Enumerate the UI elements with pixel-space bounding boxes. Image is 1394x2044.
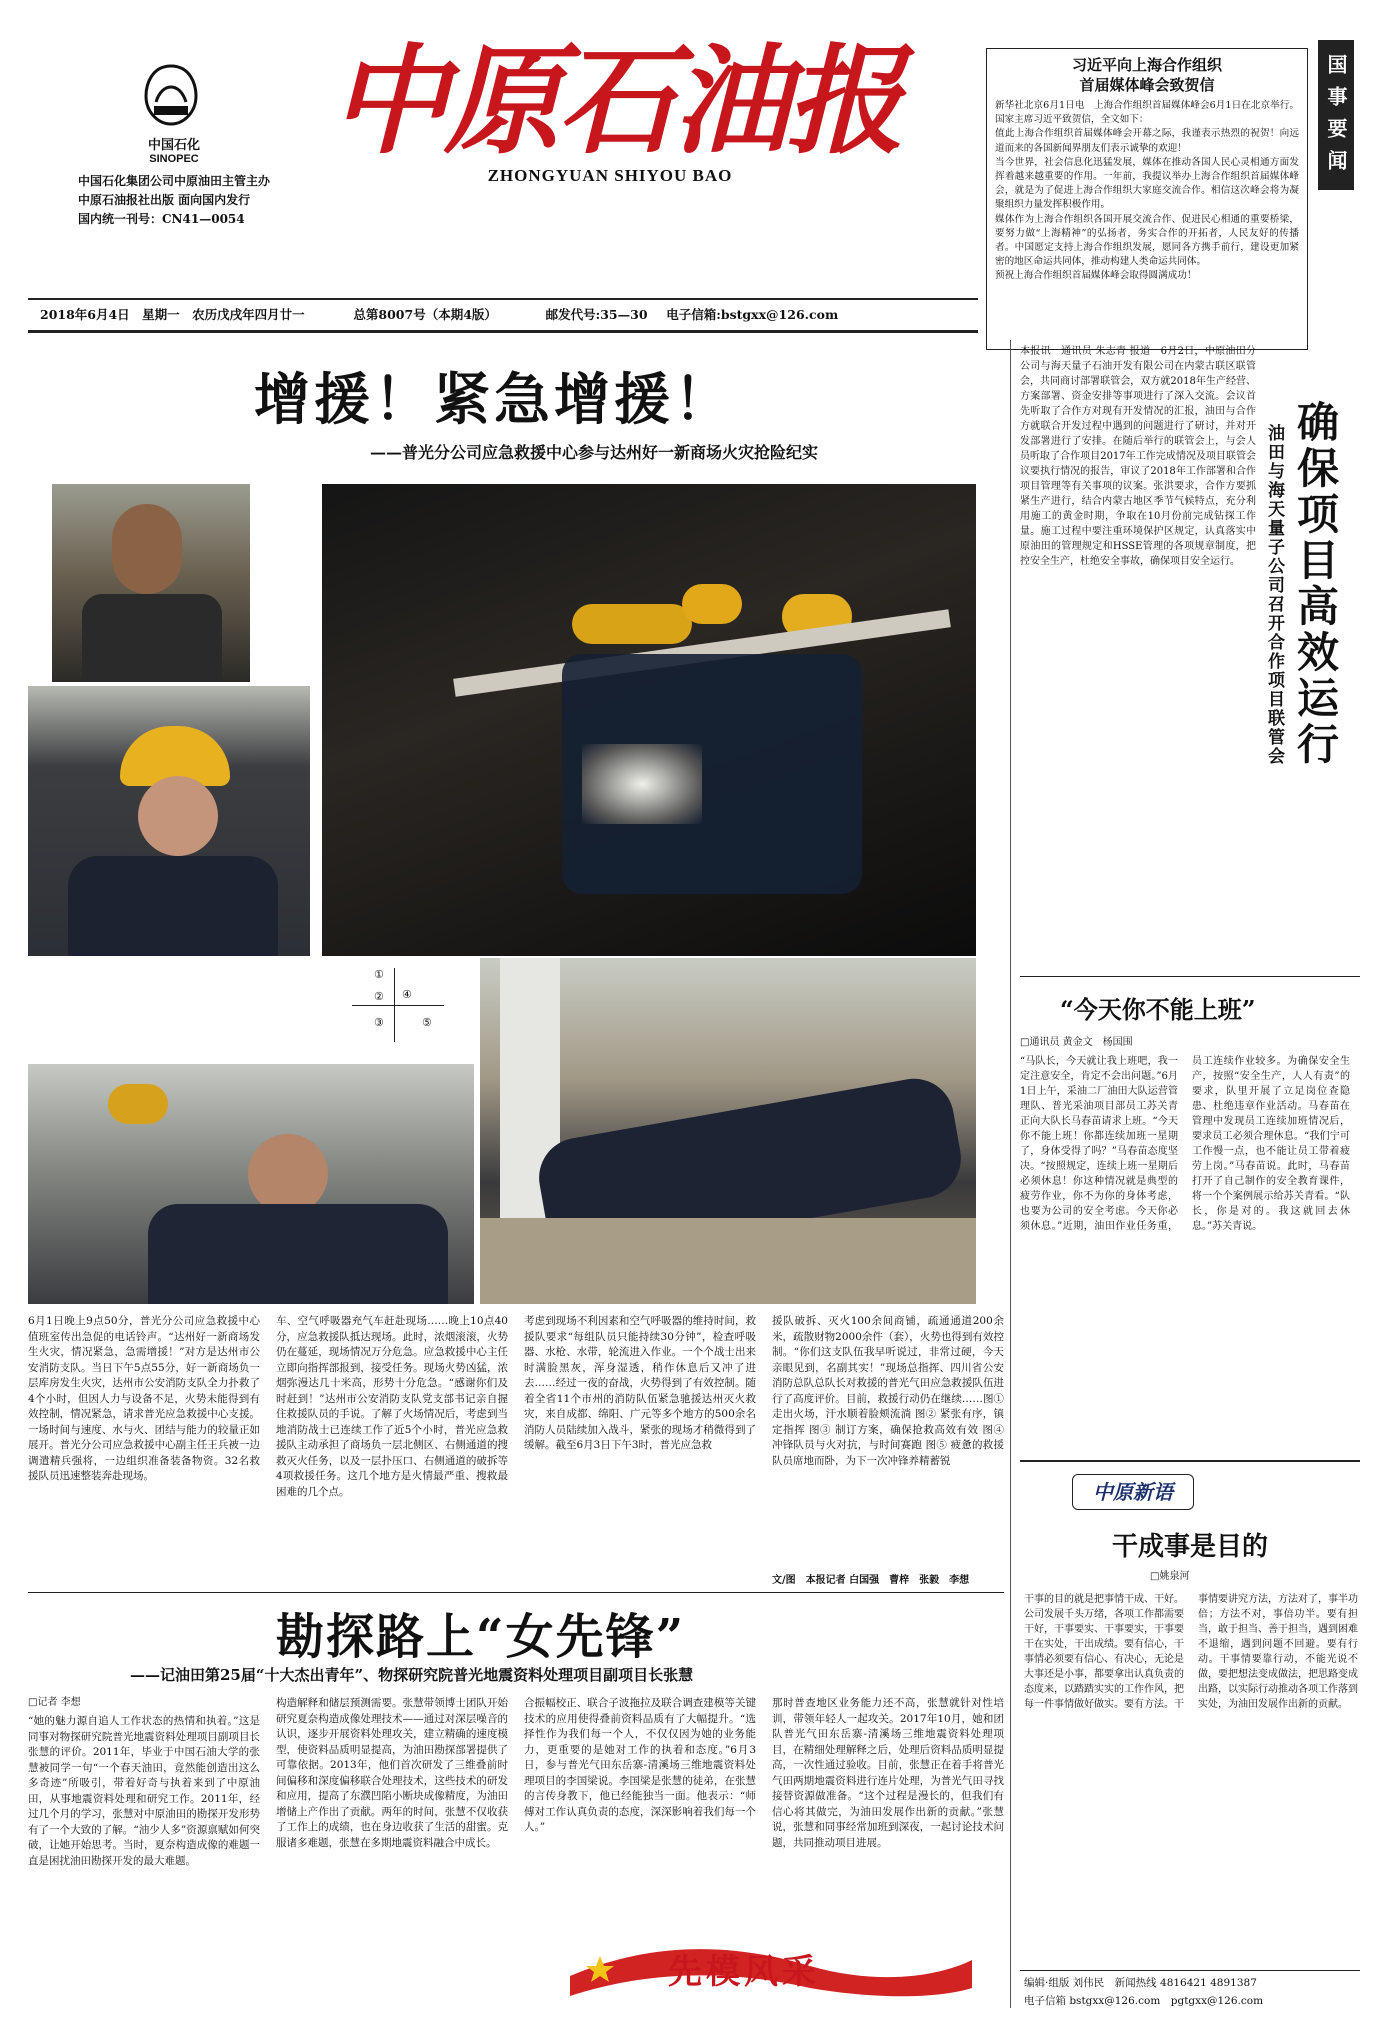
lead-byline: 文/图 本报记者 白国强 曹梓 张毅 李想	[772, 1575, 970, 1586]
publisher-line: 中国石化集团公司中原油田主管主办	[78, 174, 271, 188]
news-tag: 国事要闻	[1318, 40, 1354, 190]
lead-col-1: 6月1日晚上9点50分，普光分公司应急救援中心值班室传出急促的电话铃声。“达州好一新商场发生火灾，情况紧急，急需增援！”对方是达州市公安消防支队。当日下午5点55分，好一新商场负一层库房发生火灾，达州市公安消防支队全力扑救了4个小时，但因人力与设备不足，火势未能得到有效控制，情况紧急，请求普光应急救援中心支援。一场时间与速度、水与火、团结与能力的较量正如展开。普光分公司应急救援中心副主任王兵被一边调遣精兵强将，一边组织准备装备物资。32名救援队员迅速整装奔赴现场。	[28, 1315, 260, 1482]
newspaper-pinyin: ZHONGYUAN SHIYOU BAO	[487, 166, 733, 185]
lead-subtitle: ——普光分公司应急救援中心参与达州好一新商场火灾抢险纪实	[370, 443, 819, 462]
footer-editor: 编辑·组版 刘伟民 新闻热线 4816421 4891387	[1024, 1977, 1257, 1989]
photo-index-3: ③	[374, 1016, 384, 1029]
date: 2018年6月4日 星期一 农历戊戌年四月廿一	[40, 307, 305, 322]
right-story-headline: 确保项目高效运行	[1291, 400, 1340, 768]
sinopec-en: SINOPEC	[149, 153, 199, 165]
photo-index-5: ⑤	[422, 1016, 432, 1029]
news-box-title: 首届媒体峰会致贺信	[1079, 76, 1215, 94]
feature-col-3: 合振幅校正、联合子波拖拉及联合调查建模等关键技术的应用使得叠前资料品质有了大幅提升。“选择性作为我们每一个人，不仅仅因为她的业务能力，更重要的是她对工作的执着和态度。”6月3日，参与普光气田东岳寨-清溪场三维地震资料处理项目的李国梁说。李国梁是张慧的徒弟，在张慧的言传身教下，他已经能独当一面。他表示：“师傅对工作认真负责的态度，深深影响着我们每一个人。”	[524, 1697, 756, 1833]
publisher-info	[78, 172, 328, 229]
news-box-text: 新华社北京6月1日电 上海合作组织首届媒体峰会6月1日在北京举行。国家主席习近平致贺信，全文如下：	[995, 100, 1299, 126]
feature-col-2: 构造解释和储层预测需要。张慧带领博士团队开始研究夏奈构造成像处理技术——通过对深层噪音的认识，逐步开展资料处理攻关，建立精确的速度模型，使资料品质明显提高，为油田勘探部署提供了可靠依据。2013年，他们首次研发了三维叠前时间偏移和深度偏移联合处理技术，这些技术的研发和应用，提高了东濮凹陷小断块成像精度，为油田增储上产作出了贡献。两年的时间，张慧不仅收获了工作上的成绩，也在身边收获了生活的甜蜜。克服诸多难题，张慧在多期地震资料融合中成长。	[276, 1697, 508, 1849]
feature-headline: 勘探路上“女先锋”	[276, 1609, 686, 1665]
column-headline: 干成事是目的	[1112, 1532, 1269, 1562]
work-story-byline: □通讯员 黄金文 杨国围	[1020, 1037, 1133, 1048]
work-story-text: “马队长，今天就让我上班吧，我一定注意安全，肯定不会出问题。”6月1日上午，采油二厂油田大队运营管理队、普光采油项目部员工苏关青正向大队长马春苗请求上班。“今天你不能上班！你都连续加班一星期了，身体受得了吗？”马春苗态度坚决。“按照规定，连续上班一星期后必须休息！你这种情况就是典型的疲劳作业，你不为你的身体考虑，也要为公司的安全考虑。今天你必须休息。”近期，油田作业任务重，员工连续作业较多。为确保安全生产，按照“安全生产，人人有责”的要求，队里开展了立足岗位查隐患、杜绝违章作业活动。马春苗在管理中发现员工连续加班情况后，要求员工必须合理休息。“我们宁可工作慢一点，也不能让员工带着疲劳上岗。”马春苗说。此时，马春苗打开了自己制作的安全教育课件，将一个个案例展示给苏关青看。“队长，你是对的。我这就回去休息。”苏关青说。	[1020, 1056, 1350, 1232]
lead-headline: 增援！紧急增援！	[254, 367, 734, 433]
issue-number: 总第8007号（本期4版）	[353, 307, 497, 322]
footer-email: 电子信箱 bstgxx@126.com pgtgxx@126.com	[1024, 1995, 1264, 2007]
lead-col-2: 车、空气呼吸器充气车赶赴现场……晚上10点40分，应急救援队抵达现场。此时，浓烟滚滚，火势仍在蔓延，现场情况万分危急。应急救援中心主任立即向指挥部报到，接受任务。现场火势凶猛，浓烟弥漫达几十米高，形势十分危急。“感谢你们及时赶到！”达州市公安消防支队党支部书记亲自握住救援队员的手说。了解了火场情况后，考虑到当地消防战士已连续工作了近5个小时，普光应急救援队主动承担了商场负一层北侧区、右侧通道的搜救灭火任务，以及一层扑压口、右侧通道的破拆等4项救援任务。这几个地方是火情最严重、搜救最困难的几个点。	[276, 1315, 508, 1498]
lead-col-3: 考虑到现场不利因素和空气呼吸器的维持时间，救援队要求“每组队员只能持续30分钟”，检查呼吸器、水枪、水带，轮流进入作业。一个个战士出来时满脸黑灰，浑身湿透，稍作休息后又冲了进去……经过一夜的奋战，火势得到了有效控制。随着全省11个市州的消防队伍紧急驰援达州灭火救灾，来自成都、绵阳、广元等多个地方的500余名消防人员陆续加入战斗，紧张的现场才稍微得到了缓解。截至6月3日下午3时，普光应急救	[524, 1315, 756, 1451]
sinopec-logo-icon	[140, 62, 202, 132]
photo-index-2: ②	[374, 990, 384, 1003]
news-box-text: 当今世界，社会信息化迅猛发展，媒体在推动各国人民心灵相通方面发挥着越来越重要的作用。一年前，我提议举办上海合作组织首届媒体峰会，就是为了促进上海合作组织大家庭交流合作。相信这次峰会将为凝聚组织力量发挥积极作用。	[995, 156, 1299, 211]
photo-firefighter-sweat	[52, 484, 250, 682]
publisher-line: 国内统一刊号：CN41—0054	[78, 212, 245, 226]
dateline	[40, 305, 980, 327]
newspaper-title: 中原石油报	[330, 31, 901, 170]
photo-index-4: ④	[402, 988, 412, 1001]
photo-resting-firefighters	[480, 958, 976, 1304]
right-story-subtitle: 油田与海天量子公司召开合作项目联管会	[1264, 424, 1284, 766]
feature-byline: □记者 李想	[28, 1697, 81, 1708]
masthead	[330, 31, 901, 242]
photo-index-1: ①	[374, 968, 384, 981]
news-box-title: 习近平向上海合作组织	[1071, 56, 1222, 74]
feature-banner	[560, 1936, 980, 2000]
news-box-text: 媒体作为上海合作组织各国开展交流合作、促进民心相通的重要桥梁，要努力做“上海精神”的弘扬者，务实合作的开拓者，人民友好的传播者。中国愿定支持上海合作组织发展，愿同各方携手前行，建设更加紧密的地区命运共同体，推动构建人类命运共同体。	[995, 213, 1299, 268]
right-story-text: 本报讯 通讯员 朱志青 报道 6月2日，中原油田分公司与海天量子石油开发有限公司在内蒙古联区联管会，共同商讨部署联管会，双方就2018年生产经营、方案部署、资金安排等事项进行了深入交流。会议首先听取了合作方对现有开发情况的汇报，油田与合作方就联合开发过程中遇到的问题进行了研讨，并对开发部署进行了安排。在随后举行的联管会上，与会人员听取了合作项目2017年工作完成情况及项目联管会议要执行情况的报告，审议了2018年工作部署和合作项目管理等有关事项的议案。张洪要求，合作方要抓紧生产进行，结合内蒙古地区季节气候特点，充分利用施工的黄金时期，争取在10月份前完成钻探工作量。施工过程中要注重环境保护区规定，认真落实中原油田的管理规定和HSSE管理的各项规章制度，把控安全生产，杜绝安全事故，确保项目安全运行。	[1020, 346, 1256, 567]
photo-index-diagram	[338, 960, 456, 1050]
work-story-headline: “今天你不能上班”	[1060, 995, 1256, 1024]
banner-title: 先模风采	[668, 1952, 820, 1992]
sinopec-cn: 中国石化	[147, 138, 200, 153]
column-byline: □姚泉河	[1150, 1571, 1190, 1582]
news-box	[986, 48, 1308, 350]
lead-col-4: 援队破拆、灭火100余间商铺，疏通通道200余米，疏散财物2000余件（套），火势也得到有效控制。“你们这支队伍我早听说过，非常过硬，今天亲眼见到，名副其实！”现场总指挥、四川省公安消防总队总队长对救援的普光气田应急救援队伍进行了高度评价。目前，救援行动仍在继续……图① 走出火场，汗水顺着脸颊流淌 图② 紧张有序，镇定指挥 图③ 制订方案，确保抢救高效有效 图④ 冲锋队员与火对抗，与时间赛跑 图⑤ 疲惫的救援队员席地而卧，为下一次冲锋养精蓄锐	[772, 1315, 1004, 1467]
photo-planning-rescue	[28, 1064, 474, 1304]
photo-commander-radio	[28, 686, 310, 956]
news-box-text: 预祝上海合作组织首届媒体峰会取得圆满成功！	[995, 270, 1197, 282]
column-logo: 中原新语	[1072, 1474, 1194, 1510]
feature-subtitle: ——记油田第25届“十大杰出青年”、物探研究院普光地震资料处理项目副项目长张慧	[130, 1666, 694, 1684]
publisher-line: 中原石油报社出版 面向国内发行	[78, 193, 251, 207]
sinopec-logo	[140, 62, 202, 132]
postal-code: 邮发代号:35—30	[545, 307, 648, 322]
contact-email: 电子信箱:bstgxx@126.com	[666, 307, 839, 322]
news-box-text: 值此上海合作组织首届媒体峰会开幕之际，我谨表示热烈的祝贺！向远道而来的各国新闻界朋友们表示诚挚的欢迎！	[995, 128, 1299, 154]
feature-col-4: 那时普查地区业务能力还不高，张慧就针对性培训，带领年轻人一起攻关。2017年10月，她和团队普光气田东岳寨-清溪场三维地震资料处理项目，在精细处理解释之后，处理后资料品质明显提高，一次性通过验收。目前，张慧正在着手将普光气田两期地震资料进行连片处理，为普光气田寻找接替资源做准备。“这个过程是漫长的，但我们有信心将其做完，为油田发展作出新的贡献。”张慧说，张慧和同事经常加班到深夜，一起讨论技术问题，共同推动项目进展。	[772, 1697, 1004, 1849]
photo-firefighters-hose	[322, 484, 976, 956]
column-text: 干事的目的就是把事情干成、干好。公司发展千头万绪，各项工作都需要干好，干事要实、干事要实，干事要干在实处，干出成绩。要有信心，干事情必须要有信心、有决心，无论是大事还是小事，都要拿出认真负责的态度来，以踏踏实实的工作作风，把每一件事情做好做实。要有方法。干事情要讲究方法，方法对了，事半功倍；方法不对，事倍功半。要有担当，敢于担当、善于担当，遇到困难不退缩，遇到问题不回避。要有行动。干事情要靠行动，不能光说不做，要把想法变成做法，把思路变成出路，以实际行动推动各项工作落到实处，为油田发展作出新的贡献。	[1024, 1594, 1358, 1710]
feature-col-1: “她的魅力源自追人工作状态的热情和执着。”这是同事对物探研究院普光地震资料处理项目副项目长张慧的评价。2011年，毕业于中国石油大学的张慧被同学一句“一个春天油田，竟然能创造出这么多奇迹”所吸引，带着好奇与执着来到了中原油田，从事地震资料处理和研究工作。2011年，经过几个月的学习，张慧对中原油田的勘探开发形势有了一个大致的了解。“油少人多”资源禀赋如何突破，让她开始思考。当时，夏奈构造成像的难题一直是困扰油田勘探开发的最大难题。	[28, 1715, 260, 1867]
